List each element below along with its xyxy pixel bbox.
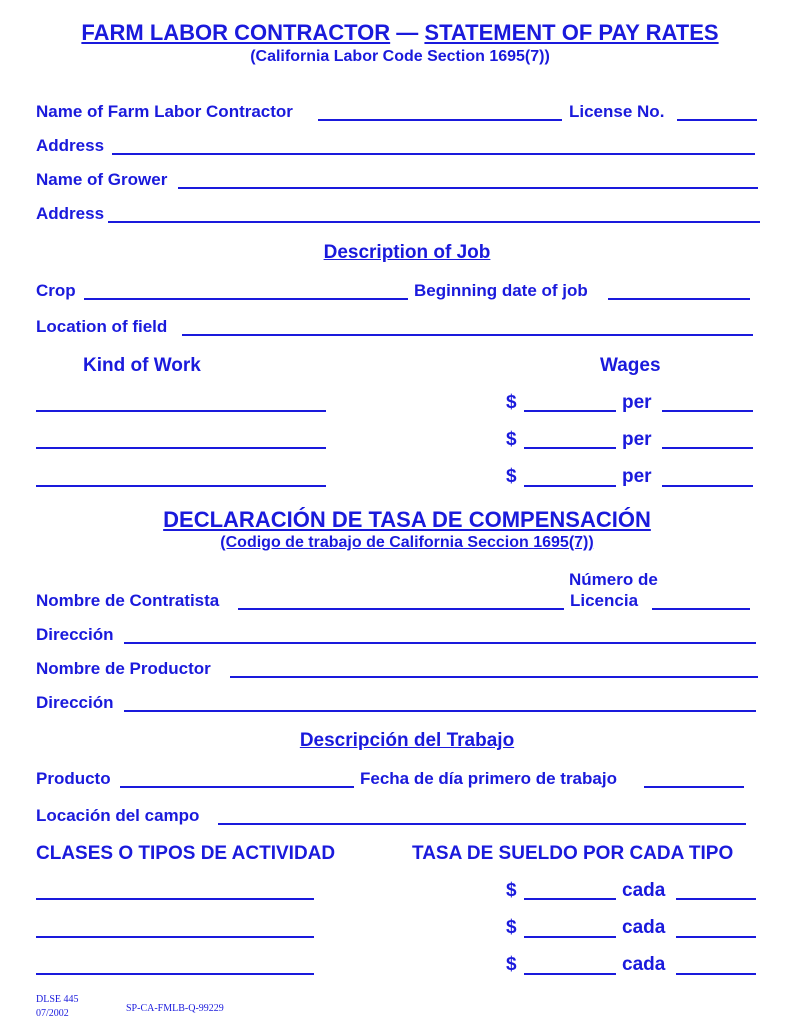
license-label: License No. — [569, 102, 665, 121]
form-title — [0, 20, 800, 46]
wages-heading: Wages — [600, 355, 661, 376]
licencia-field[interactable] — [652, 608, 750, 610]
locacion-label: Locación del campo — [36, 806, 200, 825]
clases-heading: CLASES O TIPOS DE ACTIVIDAD — [36, 843, 336, 864]
locacion-field[interactable] — [218, 823, 746, 825]
grower-field[interactable] — [178, 187, 758, 189]
address2-field[interactable] — [108, 221, 760, 223]
sueldo-amount-field-1[interactable] — [524, 898, 616, 900]
dollar-sign: $ — [506, 954, 517, 975]
sueldo-unit-field-1[interactable] — [676, 898, 756, 900]
spanish-title-text: DECLARACIÓN DE TASA DE COMPENSACIÓN — [163, 507, 651, 532]
begin-date-field[interactable] — [608, 298, 750, 300]
address-field[interactable] — [112, 153, 755, 155]
wage-unit-field-2[interactable] — [662, 447, 753, 449]
license-field[interactable] — [677, 119, 757, 121]
work-field-2[interactable] — [36, 447, 326, 449]
sueldo-unit-field-2[interactable] — [676, 936, 756, 938]
contractor-label: Name of Farm Labor Contractor — [36, 102, 293, 121]
producto-field[interactable] — [120, 786, 354, 788]
fecha-field[interactable] — [644, 786, 744, 788]
crop-field[interactable] — [84, 298, 408, 300]
direccion-field[interactable] — [124, 642, 756, 644]
dollar-sign: $ — [506, 917, 517, 938]
dollar-sign: $ — [506, 880, 517, 901]
per-label: per — [622, 392, 652, 413]
spanish-title — [7, 507, 800, 533]
address2-label: Address — [36, 204, 105, 223]
cada-label: cada — [622, 917, 666, 938]
form-number: DLSE 445 — [36, 994, 79, 1005]
form-date: 07/2002 — [36, 1008, 69, 1019]
grower-label: Name of Grower — [36, 170, 168, 189]
spanish-subtitle-text: (Codigo de trabajo de California Seccion 1695(7)) — [220, 534, 594, 551]
per-label: per — [622, 466, 652, 487]
address-label: Address — [36, 136, 105, 155]
wage-amount-field-2[interactable] — [524, 447, 616, 449]
direccion2-label: Dirección — [36, 693, 114, 712]
producto-label: Producto — [36, 769, 111, 788]
trabajo-heading: Descripción del Trabajo — [299, 730, 515, 751]
tasa-heading: TASA DE SUELDO POR CADA TIPO — [412, 843, 734, 864]
location-field[interactable] — [182, 334, 753, 336]
dollar-sign: $ — [506, 392, 517, 413]
title-part1: FARM LABOR CONTRACTOR — [81, 20, 391, 45]
dollar-sign: $ — [506, 429, 517, 450]
dollar-sign: $ — [506, 466, 517, 487]
spanish-subtitle — [7, 534, 800, 552]
actividad-field-1[interactable] — [36, 898, 314, 900]
wage-unit-field-1[interactable] — [662, 410, 753, 412]
begin-date-label: Beginning date of job — [414, 281, 588, 300]
actividad-field-3[interactable] — [36, 973, 314, 975]
sueldo-amount-field-3[interactable] — [524, 973, 616, 975]
title-dash: — — [396, 20, 419, 45]
work-field-1[interactable] — [36, 410, 326, 412]
wage-unit-field-3[interactable] — [662, 485, 753, 487]
licencia-label: Licencia — [570, 591, 639, 610]
direccion-label: Dirección — [36, 625, 114, 644]
productor-label: Nombre de Productor — [36, 659, 211, 678]
location-label: Location of field — [36, 317, 168, 336]
form-subtitle: (California Labor Code Section 1695(7)) — [250, 48, 550, 65]
form-code: SP-CA-FMLB-Q-99229 — [126, 1003, 224, 1014]
productor-field[interactable] — [230, 676, 758, 678]
contratista-label: Nombre de Contratista — [36, 591, 220, 610]
fecha-label: Fecha de día primero de trabajo — [360, 769, 617, 788]
numero-label: Número de — [569, 570, 658, 589]
per-label: per — [622, 429, 652, 450]
crop-label: Crop — [36, 281, 76, 300]
direccion2-field[interactable] — [124, 710, 756, 712]
title-part2: STATEMENT OF PAY RATES — [424, 20, 719, 45]
contratista-field[interactable] — [238, 608, 564, 610]
kind-of-work-heading: Kind of Work — [83, 355, 201, 376]
sueldo-amount-field-2[interactable] — [524, 936, 616, 938]
job-heading: Description of Job — [323, 242, 491, 263]
wage-amount-field-3[interactable] — [524, 485, 616, 487]
actividad-field-2[interactable] — [36, 936, 314, 938]
cada-label: cada — [622, 954, 666, 975]
work-field-3[interactable] — [36, 485, 326, 487]
contractor-field[interactable] — [318, 119, 562, 121]
cada-label: cada — [622, 880, 666, 901]
sueldo-unit-field-3[interactable] — [676, 973, 756, 975]
wage-amount-field-1[interactable] — [524, 410, 616, 412]
